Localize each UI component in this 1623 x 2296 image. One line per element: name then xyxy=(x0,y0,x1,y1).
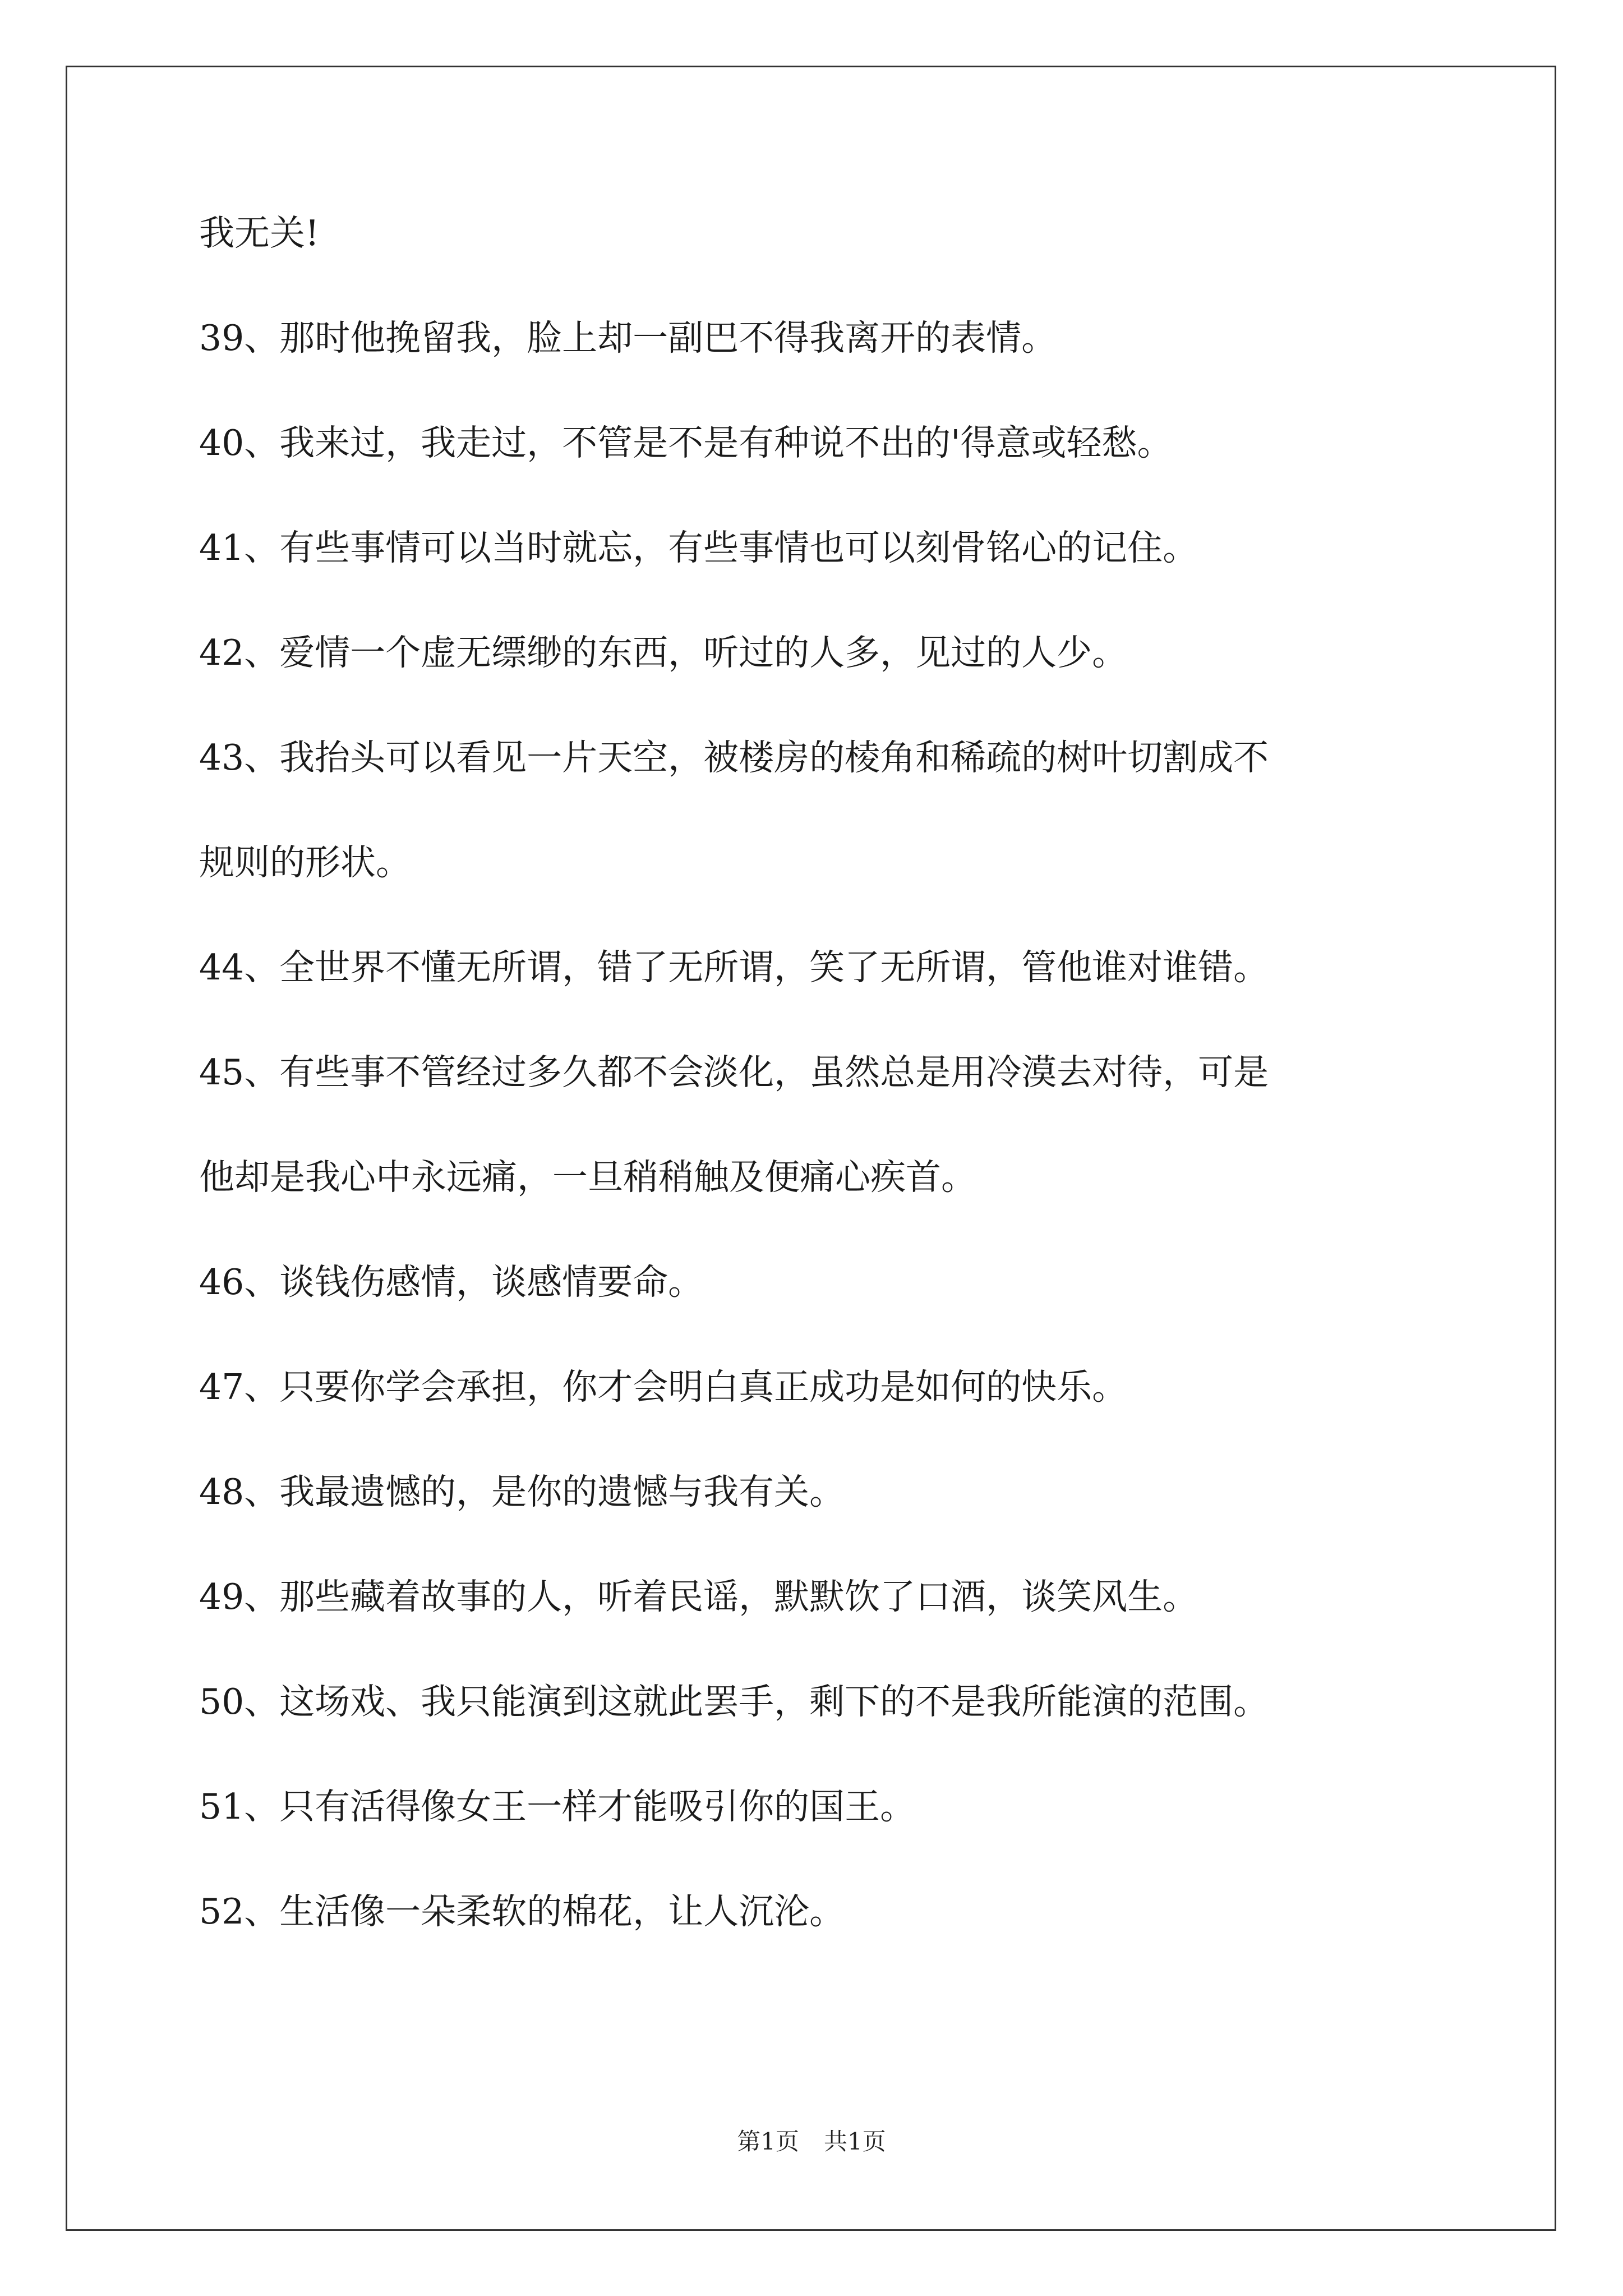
text-line: 51、只有活得像女王一样才能吸引你的国王。 xyxy=(199,1786,916,1827)
text-line: 49、那些藏着故事的人，听着民谣，默默饮了口酒，谈笑风生。 xyxy=(199,1576,1198,1617)
text-line: 52、生活像一朵柔软的棉花，让人沉沦。 xyxy=(199,1891,845,1932)
page-total: 共1页 xyxy=(824,2128,886,2155)
text-line: 42、爱情一个虚无缥缈的东西，听过的人多，见过的人少。 xyxy=(199,632,1128,673)
text-line: 我无关! xyxy=(199,213,320,254)
page-footer xyxy=(0,2128,1623,2156)
document-body xyxy=(199,213,1433,1931)
page-number: 第1页 xyxy=(737,2128,799,2155)
text-line: 40、我来过，我走过，不管是不是有种说不出的'得意或轻愁。 xyxy=(199,422,1173,463)
text-line: 39、那时他挽留我，脸上却一副巴不得我离开的表情。 xyxy=(199,318,1057,358)
text-line: 48、我最遗憾的，是你的遗憾与我有关。 xyxy=(199,1471,845,1512)
text-line: 43、我抬头可以看见一片天空，被楼房的棱角和稀疏的树叶切割成不 xyxy=(199,737,1269,778)
text-line: 47、只要你学会承担，你才会明白真正成功是如何的快乐。 xyxy=(199,1366,1128,1407)
text-line: 45、有些事不管经过多久都不会淡化，虽然总是用冷漠去对待，可是 xyxy=(199,1052,1269,1093)
text-line: 44、全世界不懂无所谓，错了无所谓，笑了无所谓，管他谁对谁错。 xyxy=(199,947,1269,988)
text-line: 规则的形状。 xyxy=(199,842,411,883)
text-line: 46、谈钱伤感情，谈感情要命。 xyxy=(199,1262,704,1303)
text-line: 41、有些事情可以当时就忘，有些事情也可以刻骨铭心的记住。 xyxy=(199,527,1198,568)
text-line: 他却是我心中永远痛，一旦稍稍触及便痛心疾首。 xyxy=(199,1157,976,1198)
text-line: 50、这场戏、我只能演到这就此罢手，剩下的不是我所能演的范围。 xyxy=(199,1681,1269,1722)
